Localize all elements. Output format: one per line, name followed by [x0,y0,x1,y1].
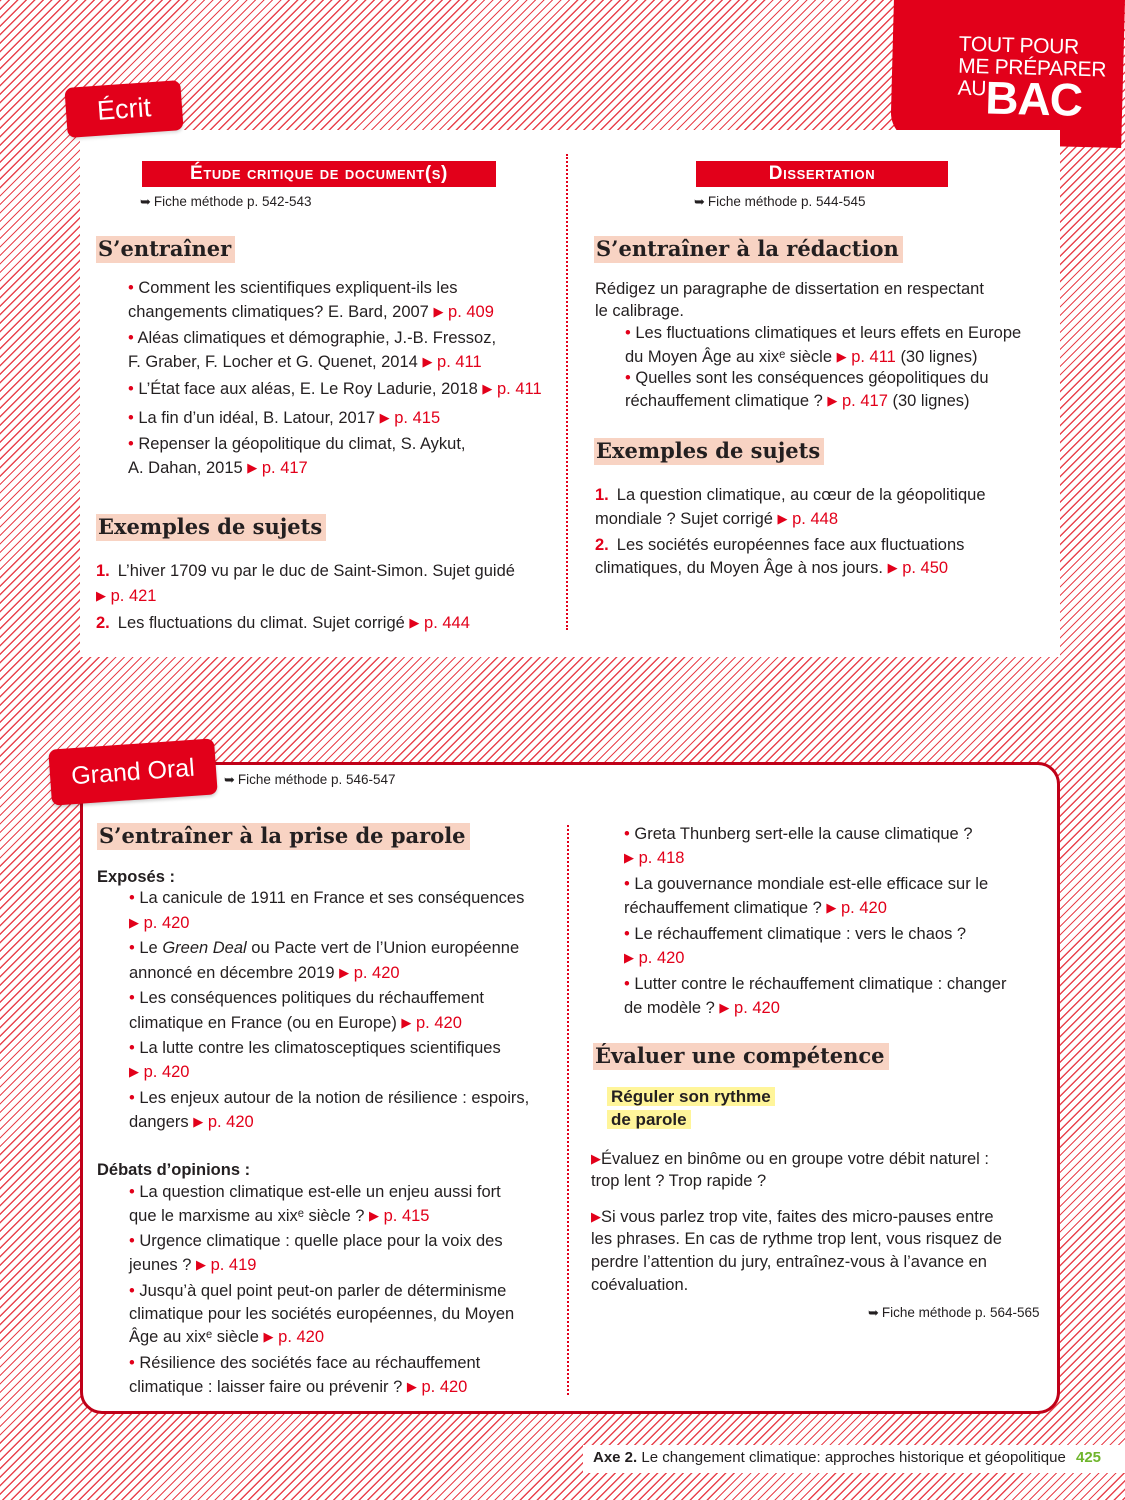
instruction-paragraph: ▶Si vous parlez trop vite, faites des micro-pauses entre [591,1208,994,1226]
list-item: • Urgence climatique : quelle place pour la voix des [129,1232,503,1250]
list-item-cont: réchauffement climatique ? ▶ p. 417 (30 lignes) [625,392,970,410]
subject-item-cont: climatiques, du Moyen Âge à nos jours. ▶ p. 450 [595,559,949,577]
fiche-link-etude[interactable]: ➥ Fiche méthode p. 542-543 [140,194,312,209]
arrow-right-icon: ▶ [379,410,390,425]
bullet-icon: • [624,875,630,893]
arrow-right-icon: ▶ [482,381,493,396]
arrow-right-icon: ▶ [433,304,444,319]
arrow-right-icon: ▶ [624,850,634,865]
intro-text-cont: le calibrage. [595,302,684,320]
list-item: • Résilience des sociétés face au réchauffement [129,1354,481,1372]
list-item: • La question climatique est-elle un enjeu aussi fort [129,1183,501,1201]
list-item: • Repenser la géopolitique du climat, S. Aykut, [128,435,466,453]
bullet-icon: • [128,409,134,427]
section-label-dissertation: Dissertation [696,161,948,187]
list-item: • Le Green Deal ou Pacte vert de l’Union européenne [129,939,520,957]
page-ref-link[interactable]: ▶ p. 415 [379,409,441,427]
pointing-hand-icon: ➥ [140,194,151,209]
bac-line-1: TOUT POUR [958,32,1080,59]
arrow-right-icon: ▶ [339,965,350,980]
arrow-right-icon: ▶ [887,560,898,575]
list-item: • La fin d’un idéal, B. Latour, 2017 ▶ p. 415 [128,409,441,427]
list-item: • La gouvernance mondiale est-elle efficace sur le [624,875,989,893]
section-label-etude: Étude critique de document(s) [142,161,496,187]
list-item-cont: A. Dahan, 2015 ▶ p. 417 [128,459,308,477]
arrow-right-icon: ▶ [129,1064,139,1079]
arrow-right-icon: ▶ [777,511,788,526]
list-item: • Quelles sont les conséquences géopolitiques du [625,369,989,387]
bullet-icon: • [129,1183,135,1201]
list-item-cont [129,911,189,935]
page-ref-link[interactable]: ▶ p. 450 [887,559,949,577]
arrow-right-icon: ▶ [129,915,139,930]
bullet-icon: • [129,1282,135,1300]
bullet-icon: • [129,889,135,907]
heading-sentrainer: S’entraîner [96,236,235,263]
subject-item-cont [96,584,156,608]
footer-axe: Axe 2. [593,1449,638,1466]
grand-oral-tag: Grand Oral [48,738,218,805]
ecrit-divider [566,154,568,630]
subject-item: 2. Les sociétés européennes face aux fluctuations [595,536,965,554]
heading-evaluer-competence: Évaluer une compétence [593,1043,889,1070]
instruction-paragraph: ▶Évaluez en binôme ou en groupe votre débit naturel : [591,1150,990,1168]
arrow-right-icon: ▶ [591,1209,601,1224]
list-item-cont: du Moyen Âge au xixᵉ siècle ▶ p. 411 (30 lignes) [625,348,978,366]
skill-highlight: Réguler son rythme de parole [607,1085,775,1131]
page-ref-link[interactable]: ▶ p. 448 [777,510,838,528]
list-item: • L’État face aux aléas, E. Le Roy Ladurie, 2018 ▶ p. 411 [128,380,542,398]
bullet-icon: • [129,1232,135,1250]
page-ref-link[interactable]: ▶ p. 420 [129,914,190,932]
page-ref-link[interactable]: ▶ p. 421 [96,587,157,605]
arrow-right-icon: ▶ [193,1114,204,1129]
instruction-paragraph-cont: trop lent ? Trop rapide ? [591,1172,767,1190]
arrow-right-icon: ▶ [247,460,258,475]
page-ref-link[interactable]: ▶ p. 411 [482,380,542,398]
heading-sentrainer-redaction: S’entraîner à la rédaction [594,236,903,263]
instruction-paragraph-cont: coévaluation. [591,1276,689,1294]
list-item-cont [129,1060,189,1084]
bullet-icon: • [624,975,630,993]
page-ref-link[interactable]: ▶ p. 444 [409,614,470,632]
page-ref-link[interactable]: ▶ p. 420 [263,1328,325,1346]
bullet-icon: • [129,989,135,1007]
pointing-hand-icon: ➥ [868,1305,879,1320]
page-ref-link[interactable]: ▶ p. 420 [401,1014,462,1032]
page-ref-link[interactable]: ▶ p. 419 [195,1256,257,1274]
instruction-paragraph-cont: perdre l’attention du jury, entraînez-vous à l’avance en [591,1253,987,1271]
subject-item: 1. L’hiver 1709 vu par le duc de Saint-Simon. Sujet guidé [96,562,515,580]
list-item-cont: climatique : laisser faire ou prévenir ? ▶ p. 420 [129,1378,468,1396]
bullet-icon: • [624,825,630,843]
list-item: • La canicule de 1911 en France et ses conséquences [129,889,525,907]
arrow-right-icon: ▶ [624,950,634,965]
bac-line-3: AU [957,76,987,101]
subject-item: 2. Les fluctuations du climat. Sujet corrigé ▶ p. 444 [96,614,470,632]
bullet-icon: • [625,369,631,387]
bullet-icon: • [129,1039,135,1057]
fiche-link-dissertation[interactable]: ➥ Fiche méthode p. 544-545 [694,194,866,209]
list-item: • Le réchauffement climatique : vers le chaos ? [624,925,967,943]
subject-item: 1. La question climatique, au cœur de la géopolitique [595,486,986,504]
arrow-right-icon: ▶ [406,1379,417,1394]
list-item: • Jusqu’à quel point peut-on parler de déterminisme [129,1282,507,1300]
ecrit-tag: Écrit [64,80,183,138]
grand-oral-divider [567,825,569,1395]
page-ref-link[interactable]: ▶ p. 420 [826,899,887,917]
page-ref-link[interactable]: ▶ p. 417 [827,392,888,410]
list-item-cont: que le marxisme au xixᵉ siècle ? ▶ p. 415 [129,1207,430,1225]
subject-item-cont: mondiale ? Sujet corrigé ▶ p. 448 [595,510,838,528]
arrow-right-icon: ▶ [409,615,420,630]
heading-exemples-sujets-2: Exemples de sujets [594,438,824,465]
bullet-icon: • [129,1354,135,1372]
list-item-cont: climatique en France (ou en Europe) ▶ p. 420 [129,1014,462,1032]
ecrit-panel [80,130,1060,657]
arrow-right-icon: ▶ [836,349,847,364]
arrow-right-icon: ▶ [263,1329,274,1344]
list-item: • Comment les scientifiques expliquent-ils les [128,279,458,297]
bac-line-2: ME PRÉPARER [957,54,1107,82]
heading-prise-de-parole: S’entraîner à la prise de parole [97,823,470,850]
pointing-hand-icon: ➥ [694,194,705,209]
arrow-right-icon: ▶ [422,354,433,369]
arrow-right-icon: ▶ [826,900,837,915]
heading-exemples-sujets: Exemples de sujets [96,514,326,541]
page-ref-link[interactable]: ▶ p. 411 [836,348,896,366]
arrow-right-icon: ▶ [827,393,838,408]
page-ref-link[interactable]: ▶ p. 420 [193,1113,254,1131]
bullet-icon: • [624,925,630,943]
list-item: • Lutter contre le réchauffement climatique : changer [624,975,1007,993]
list-item: • Greta Thunberg sert-elle la cause climatique ? [624,825,973,843]
footer-title: Le changement climatique: approches historique et géopolitique [641,1449,1066,1466]
page-ref-link[interactable]: ▶ p. 409 [433,303,494,321]
arrow-right-icon: ▶ [96,588,106,603]
list-item-cont: de modèle ? ▶ p. 420 [624,999,780,1017]
page-ref-link[interactable]: ▶ p. 420 [129,1063,190,1081]
list-item-cont [624,946,684,970]
page-ref-link[interactable]: ▶ p. 420 [719,999,780,1017]
page-ref-link[interactable]: ▶ p. 420 [624,949,685,967]
fiche-link-grand-oral[interactable]: ➥ Fiche méthode p. 546-547 [224,772,396,787]
list-item-cont: dangers ▶ p. 420 [129,1113,254,1131]
arrow-right-icon: ▶ [401,1015,412,1030]
page-ref-link[interactable]: ▶ p. 415 [369,1207,430,1225]
bullet-icon: • [128,380,134,398]
bac-big-text: BAC [984,71,1083,126]
intro-text: Rédigez un paragraphe de dissertation en respectant [595,280,984,298]
bullet-icon: • [128,279,134,297]
list-item-cont: climatique pour les sociétés européennes, du Moyen [129,1305,515,1323]
list-item-cont: F. Graber, F. Locher et G. Quenet, 2014 ▶ p. 411 [128,353,482,371]
list-item: • Aléas climatiques et démographie, J.-B. Fressoz, [128,329,497,347]
page-ref-link[interactable]: ▶ p. 418 [624,849,685,867]
bullet-icon: • [625,324,631,342]
fiche-link-rythme[interactable]: ➥ Fiche méthode p. 564-565 [868,1305,1040,1320]
list-item-cont: changements climatiques? E. Bard, 2007 ▶ p. 409 [128,303,494,321]
page-footer [583,1445,1125,1473]
list-item: • Les fluctuations climatiques et leurs effets en Europe [625,324,1022,342]
page-ref-link[interactable]: ▶ p. 411 [422,353,482,371]
bullet-icon: • [129,1089,135,1107]
list-item: • Les conséquences politiques du réchauffement [129,989,484,1007]
bac-badge [890,0,1125,148]
arrow-right-icon: ▶ [591,1151,601,1166]
page-ref-link[interactable]: ▶ p. 420 [406,1378,468,1396]
list-item-cont: réchauffement climatique ? ▶ p. 420 [624,899,887,917]
grand-oral-panel [80,762,1060,1414]
bullet-icon: • [129,939,135,957]
pointing-hand-icon: ➥ [224,772,235,787]
list-item-cont: Âge au xixᵉ siècle ▶ p. 420 [129,1328,325,1346]
arrow-right-icon: ▶ [719,1000,730,1015]
bullet-icon: • [128,435,134,453]
instruction-paragraph-cont: les phrases. En cas de rythme trop lent, vous risquez de [591,1230,1002,1248]
list-item: • La lutte contre les climatosceptiques scientifiques [129,1039,501,1057]
bullet-icon: • [128,329,134,347]
list-item-cont: jeunes ? ▶ p. 419 [129,1256,257,1274]
exposes-title: Exposés : [97,868,175,886]
page-ref-link[interactable]: ▶ p. 420 [339,964,400,982]
debats-title: Débats d’opinions : [97,1161,251,1179]
list-item: • Les enjeux autour de la notion de résilience : espoirs, [129,1089,530,1107]
page-ref-link[interactable]: ▶ p. 417 [247,459,308,477]
list-item-cont [624,846,684,870]
arrow-right-icon: ▶ [369,1208,379,1223]
list-item-cont: annoncé en décembre 2019 ▶ p. 420 [129,964,400,982]
page-number: 425 [1076,1449,1102,1466]
arrow-right-icon: ▶ [195,1257,206,1272]
